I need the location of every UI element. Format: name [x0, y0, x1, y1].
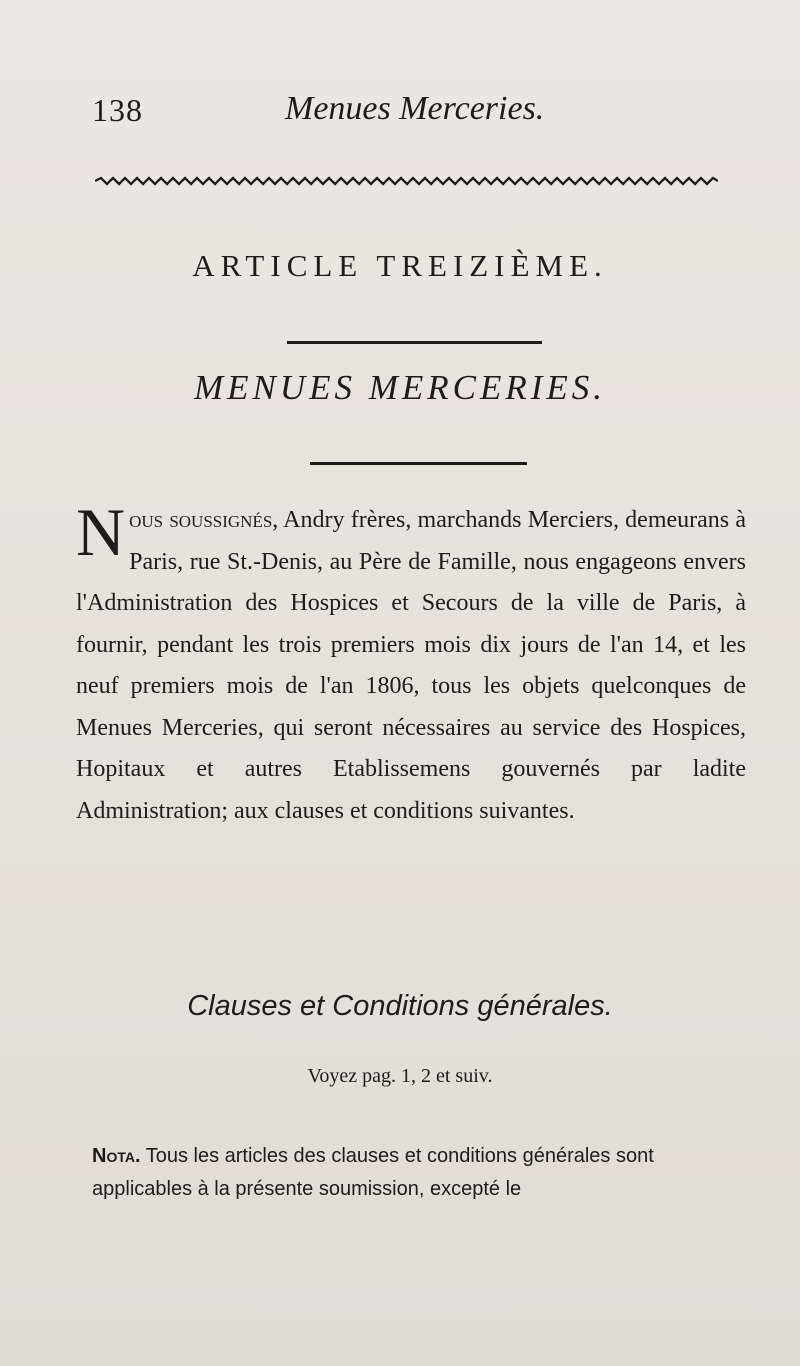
subject-title: MENUES MERCERIES. — [193, 368, 607, 407]
nota-label: Nota. — [92, 1145, 141, 1167]
decorative-ornament — [95, 176, 718, 186]
paragraph-text: , Andry frères, marchands Merciers, demeurans à Paris, rue St.-Denis, au Père de Famille, nous engageons envers l'Administration des Hospices et Secours de la ville de Paris, à fournir, pendant les trois premiers mois dix jours de l'an 14, et les neuf premiers mois de l'an 1806, tous les objets quelconques de Menues Merceries, qui seront nécessaires au service des Hospices, Hopitaux et autres Etablissemens gouvernés par ladite Administration; aux clauses et conditions suivantes. — [76, 507, 746, 824]
divider-rule — [310, 462, 527, 465]
nota-note — [92, 1140, 747, 1206]
page-reference: Voyez pag. 1, 2 et suiv. — [307, 1065, 493, 1087]
page-number: 138 — [92, 92, 143, 128]
drop-cap: N — [76, 494, 126, 570]
article-heading: ARTICLE TREIZIÈME. — [192, 248, 608, 283]
paragraph-lead: ous soussignés — [129, 507, 273, 533]
page-header — [92, 92, 732, 136]
nota-text: Tous les articles des clauses et conditions générales sont applicables à la présente soumission, excepté le — [92, 1145, 654, 1200]
clauses-title: Clauses et Conditions générales. — [187, 990, 613, 1022]
body-paragraph — [76, 494, 746, 832]
divider-rule — [287, 341, 542, 344]
running-title: Menues Merceries. — [285, 90, 545, 127]
